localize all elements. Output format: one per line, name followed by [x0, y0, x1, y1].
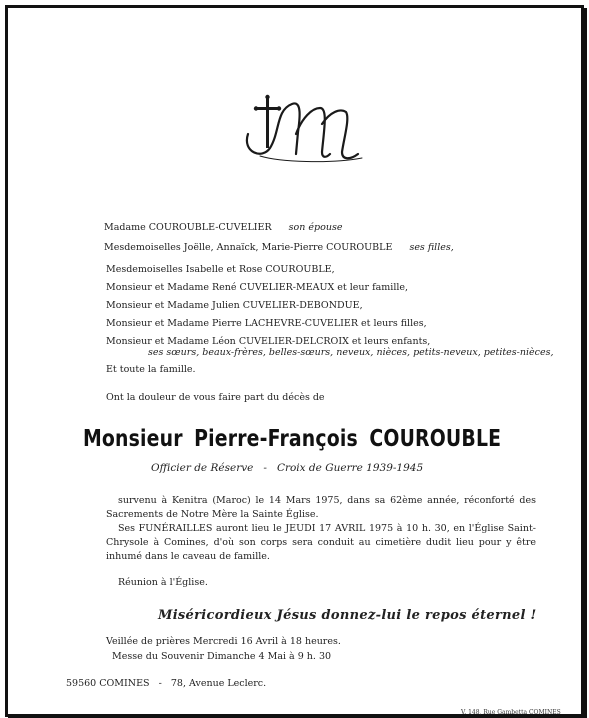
relation-label: son épouse	[288, 222, 343, 233]
family-member-2: Mesdemoiselles Joëlle, Annaïck, Marie-Pierre COUROUBLE ses filles,	[104, 242, 454, 253]
relatives-line: ses sœurs, beaux-frères, belles-sœurs, neveux, nièces, petits-neveux, petites-nièces,	[148, 347, 554, 358]
meeting-line: Réunion à l'Église.	[118, 577, 208, 588]
notice-frame	[5, 5, 584, 717]
printer-credit: V. 148, Rue Gambetta COMINES	[461, 709, 561, 716]
deceased-titles: Officier de Réserve - Croix de Guerre 1939-1945	[151, 462, 424, 474]
cross-monogram-icon	[240, 94, 366, 166]
family-member-3: Mesdemoiselles Isabelle et Rose COUROUBLE,	[106, 264, 335, 275]
family-member-6: Monsieur et Madame Pierre LACHEVRE-CUVELIER et leurs filles,	[106, 318, 427, 329]
family-member-1: Madame COUROUBLE-CUVELIER son épouse	[104, 222, 343, 233]
family-member-4: Monsieur et Madame René CUVELIER-MEAUX et leur famille,	[106, 282, 409, 293]
address-line: 59560 COMINES - 78, Avenue Leclerc.	[66, 678, 267, 689]
prayer-line: Miséricordieux Jésus donnez-lui le repos éternel !	[158, 608, 537, 623]
announcement-line: Ont la douleur de vous faire part du décès de	[106, 392, 325, 403]
funeral-paragraph: Ses FUNÉRAILLES auront lieu le JEUDI 17 AVRIL 1975 à 10 h. 30, en l'Église Saint-Chrysole à Comines, d'où son corps sera conduit au cimetière dudit lieu pour y être inhumé dans le caveau de famille.	[106, 523, 536, 562]
whole-family-line: Et toute la famille.	[106, 364, 196, 375]
family-member-7: Monsieur et Madame Léon CUVELIER-DELCROIX et leurs enfants,	[106, 336, 431, 347]
mass-line: Messe du Souvenir Dimanche 4 Mai à 9 h. 30	[112, 651, 332, 662]
relation-label: ses filles,	[409, 242, 454, 253]
death-paragraph: survenu à Kenitra (Maroc) le 14 Mars 1975, dans sa 62ème année, réconforté des Sacrements de Notre Mère la Sainte Église.	[106, 495, 536, 520]
family-member-5: Monsieur et Madame Julien CUVELIER-DEBONDUE,	[106, 300, 363, 311]
deceased-name: Monsieur Pierre-François COUROUBLE	[83, 426, 502, 452]
vigil-line: Veillée de prières Mercredi 16 Avril à 18 heures.	[106, 636, 341, 647]
